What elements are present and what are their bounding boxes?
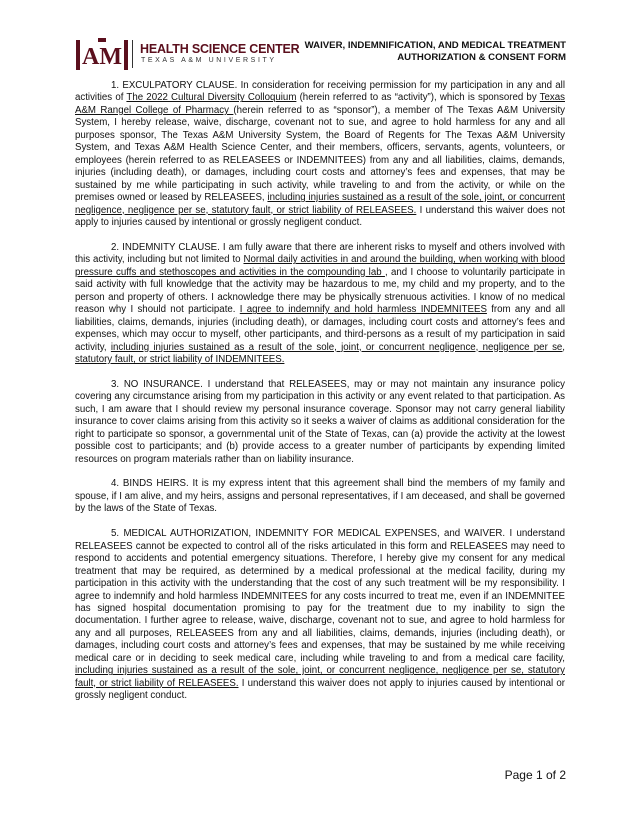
- s1-underlined: including injuries sustained as a result of the sole, joint, or concurrent negligence, negligence per se, statutory fault, or strict liability of RELEASEES.: [75, 192, 565, 216]
- org-subtitle: TEXAS A&M UNIVERSITY: [141, 57, 277, 64]
- indemnity-clause: [75, 242, 565, 367]
- s1-intro: 1. EXCULPATORY CLAUSE. In consideration for receiving permission for my participation in any and all activities of: [75, 80, 565, 104]
- svg-text:AM: AM: [82, 44, 122, 70]
- s2-mid: , and I choose to voluntarily participate in said activity with full knowledge that the activity may be hazardous to me, my child and my property, and to the person and property of others. I acknowledge there may be physically strenuous activities. I know of no medical reason why I should not participate.: [75, 266, 565, 316]
- binds-heirs-clause: [75, 478, 565, 515]
- s1-mid1: (herein referred to as “activity”), which is sponsored by: [296, 92, 540, 104]
- s3-text: 3. NO INSURANCE. I understand that RELEASEES, may or may not maintain any insurance policy covering any circumstance arising from my participation in this activity or any event related to that participation. As such, I am aware that I should review my personal insurance coverage. Sponsor may not carry general liability insurance to cover claims arising from this activity so it seeks a waiver of claims as additional consideration for the right to participate so sponsor, a governmental unit of the State of Texas, can (a) provide the activity at the lowest possible cost to participants; and (b) provide access to a greater number of participants by expending limited resources on program materials rather than on liability insurance.: [75, 378, 565, 465]
- tamu-logo: [74, 34, 130, 74]
- sponsor-field[interactable]: Texas A&M Rangel College of Pharmacy: [75, 92, 565, 116]
- no-insurance-clause: [75, 379, 565, 466]
- title-line-1: WAIVER, INDEMNIFICATION, AND MEDICAL TREATMENT: [304, 40, 566, 51]
- s2-underlined2: including injuries sustained as a result of the sole, joint, or concurrent negligence, negligence per se, statutory fault, or strict liability of INDEMNITEES.: [75, 341, 565, 365]
- medical-authorization-clause: [75, 528, 565, 702]
- s2-intro: 2. INDEMNITY CLAUSE. I am fully aware that there are inherent risks to myself and others involved with this activity, including but not limited to: [75, 241, 565, 266]
- risks-field[interactable]: Normal daily activities in and around the building, when working with blood pressure cuffs and stethoscopes and activities in the compounding lab: [75, 254, 565, 278]
- exculpatory-clause: [75, 80, 565, 229]
- document-header: [74, 32, 566, 72]
- org-name: HEALTH SCIENCE CENTER: [140, 42, 300, 56]
- page-number: Page 1 of 2: [504, 768, 566, 782]
- document-title: [305, 40, 566, 64]
- logo-divider: [132, 40, 133, 68]
- s5-end: I understand this waiver does not apply to injuries caused by intentional or grossly negligent conduct.: [75, 677, 565, 702]
- s1-end: I understand this waiver does not apply to injuries caused by intentional or grossly negligent conduct.: [75, 204, 565, 228]
- s2-mid2: from any and all liabilities, claims, demands, injuries (including death), or damages, including court costs and attorney’s fees and expenses, which may occur to myself, other participants, and third-persons as a result of my participation in said activity,: [75, 304, 565, 353]
- s5-underlined: including injuries sustained as a result of the sole, joint, or concurrent negligence, negligence per se, statutory fault, or strict liability of RELEASEES.: [75, 665, 565, 689]
- title-line-2: AUTHORIZATION & CONSENT FORM: [397, 52, 566, 63]
- document-body: [75, 80, 565, 715]
- s4-text: 4. BINDS HEIRS. It is my express intent that this agreement shall bind the members of my family and spouse, if I am alive, and my heirs, assigns and personal representatives, if I am deceased, and shall be governed by the laws of the State of Texas.: [75, 478, 565, 515]
- activity-field[interactable]: The 2022 Cultural Diversity Colloquium: [126, 92, 297, 104]
- s5-intro: 5. MEDICAL AUTHORIZATION, INDEMNITY FOR MEDICAL EXPENSES, and WAIVER. I understand RELEASEES cannot be expected to control all of the risks articulated in this form and RELEASEES may need to respond to accidents and potential emergency situations. Therefore, I hereby give my consent for any medical treatment that may be required, as determined by a medical professional at the medical facility, during my participation in this activity with the understanding that the cost of any such treatment will be my responsibility. I agree to indemnify and hold harmless INDEMNITEES for any costs incurred to treat me, even if an INDEMNITEE has signed hospital documentation promising to pay for the treatment due to my inability to sign the documentation. I further agree to release, waive, discharge, covenant not to sue, and agree to hold harmless for any and all purposes, RELEASEES from any and all liabilities, claims, demands, injuries (including death), or damages, including court costs and attorney’s fees and expenses, that may be sustained by me while receiving medical care or in deciding to seek medical care, including while traveling to and from a medical care facility,: [75, 528, 565, 664]
- s2-underlined1: I agree to indemnify and hold harmless INDEMNITEES: [239, 304, 487, 316]
- s1-mid2: (herein referred to as “sponsor”), a member of The Texas A&M University System, I hereby release, waive, discharge, covenant not to sue, and agree to hold harmless for any and all purposes sponsor, The Texas A&M University System, the Board of Regents for The Texas A&M University System, and Texas A&M Health Science Center, and their members, officers, servants, agents, volunteers, or employees (herein referred to as RELEASEES or INDEMNITEES) from any and all liabilities, claims, demands, injuries (including death), or damages, including court costs and attorney’s fees and expenses, that may be sustained by me while participating in such activity, while traveling to and from the activity, or while on the premises owned or leased by RELEASEES,: [75, 104, 565, 204]
